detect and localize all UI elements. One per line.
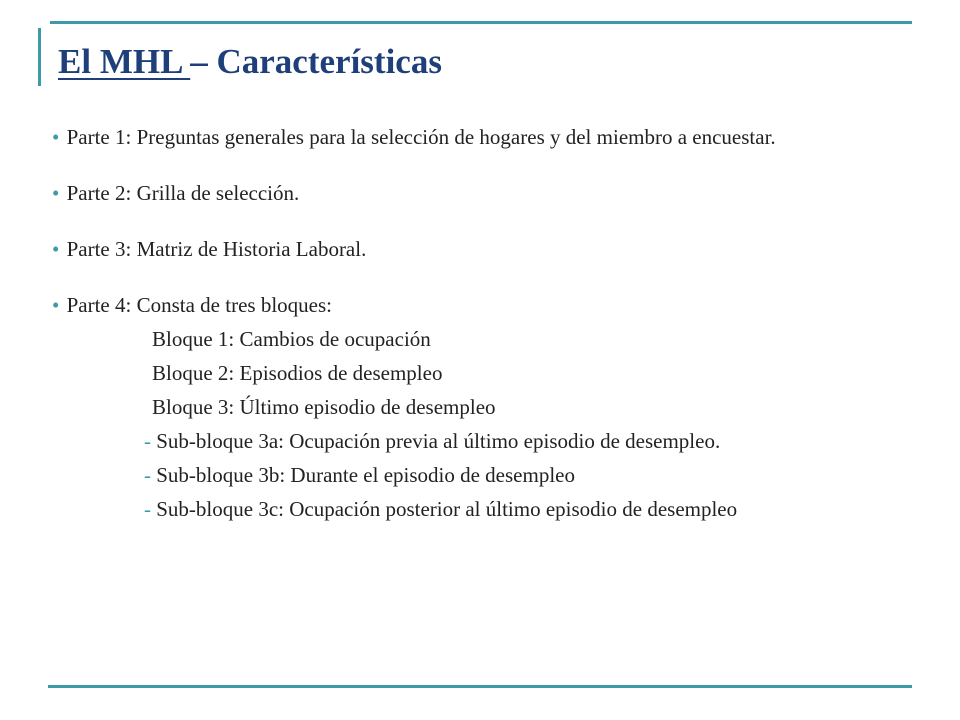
bullet-icon: • xyxy=(52,181,60,205)
bloque-list xyxy=(52,322,902,424)
title-link[interactable]: El MHL xyxy=(58,42,191,81)
sub-bloque-item-3b xyxy=(144,458,824,492)
sub-bloque-list xyxy=(52,424,824,526)
part-label: Parte 3: Matriz de Historia Laboral. xyxy=(66,237,367,261)
top-divider xyxy=(50,21,912,24)
part-label: Parte 2: Grilla de selección. xyxy=(66,181,300,205)
side-accent-bar xyxy=(38,28,41,86)
bloque-item-3: Bloque 3: Último episodio de desempleo xyxy=(152,395,496,419)
bullet-icon: • xyxy=(52,293,60,317)
sub-bloque-item-3a xyxy=(144,424,824,458)
list-item-part-3 xyxy=(52,232,902,266)
bloque-item-1: Bloque 1: Cambios de ocupación xyxy=(152,327,431,351)
list-item-part-2 xyxy=(52,176,902,210)
bottom-divider xyxy=(48,685,912,688)
page-title xyxy=(58,38,442,86)
bullet-icon: • xyxy=(52,125,60,149)
part-label: Parte 4: Consta de tres bloques: xyxy=(66,293,332,317)
sub-bloque-text: Sub-bloque 3a: Ocupación previa al último episodio de desempleo. xyxy=(151,429,721,453)
list-item-part-4 xyxy=(52,288,902,322)
sub-bloque-item-3c xyxy=(144,492,824,526)
sub-bloque-text: Sub-bloque 3c: Ocupación posterior al último episodio de desempleo xyxy=(151,497,738,521)
slide-content xyxy=(52,120,902,526)
bloque-item-2: Bloque 2: Episodios de desempleo xyxy=(152,361,443,385)
bullet-icon: • xyxy=(52,237,60,261)
list-item-part-1 xyxy=(52,120,902,154)
sub-bloque-text: Sub-bloque 3b: Durante el episodio de desempleo xyxy=(151,463,575,487)
part-label: Parte 1: Preguntas generales para la selección de hogares y del miembro a encuestar. xyxy=(66,125,776,149)
dash-icon: - xyxy=(144,429,151,453)
title-rest: – Características xyxy=(190,42,442,81)
dash-icon: - xyxy=(144,497,151,521)
dash-icon: - xyxy=(144,463,151,487)
